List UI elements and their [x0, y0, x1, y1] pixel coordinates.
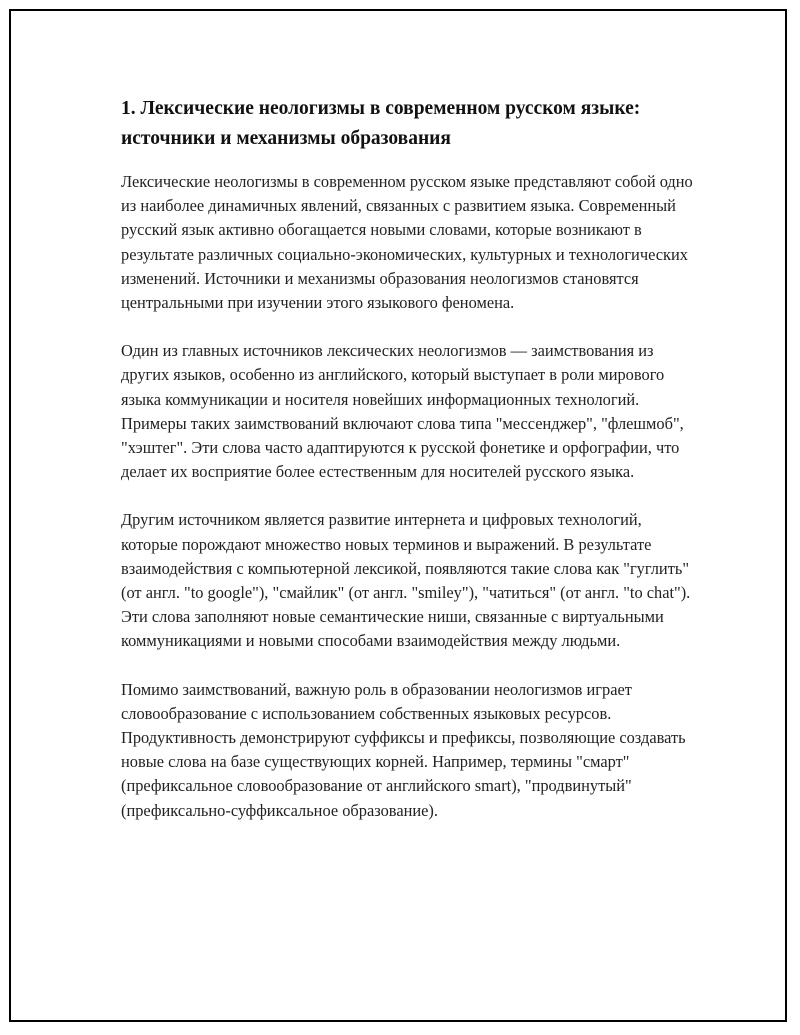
paragraph-1: Лексические неологизмы в современном русском языке представляют собой одно из наиболее динамичных явлений, связанных с развитием языка. Современный русский язык активно обогащается новыми словами, которые возникают в результате различных социально-экономических, культурных и технологических изменений. Источники и механизмы образования неологизмов становятся центральными при изучении этого языкового феномена. [121, 172, 693, 313]
paragraph-3: Другим источником является развитие интернета и цифровых технологий, которые порождают множество новых терминов и выражений. В результате взаимодействия с компьютерной лексикой, появляются такие слова как "гуглить" (от англ. "to google"), "смайлик" (от англ. "smiley"), "чатиться" (от англ. "to chat"). Эти слова заполняют новые семантические ниши, связанные с виртуальными коммуникациями и новыми способами взаимодействия между людьми. [121, 510, 691, 651]
paragraph-4: Помимо заимствований, важную роль в образовании неологизмов играет словообразование с использованием собственных языковых ресурсов. Продуктивность демонстрируют суффиксы и префиксы, позволяющие создавать новые слова на базе существующих корней. Например, термины "смарт" (префиксальное словообразование от английского smart), "продвинутый" (префиксально-суффиксальное образование). [121, 679, 686, 820]
section-heading: 1. Лексические неологизмы в современном русском языке: источники и механизмы образования [121, 98, 641, 149]
document-page [9, 9, 787, 1022]
document-body [121, 94, 701, 823]
paragraph-2: Один из главных источников лексических неологизмов — заимствования из других языков, особенно из английского, который выступает в роли мирового языка коммуникации и носителя новейших информационных технологий. Примеры таких заимствований включают слова типа "мессенджер", "флешмоб", "хэштег". Эти слова часто адаптируются к русской фонетике и орфографии, что делает их восприятие более естественным для носителей русского языка. [121, 341, 684, 482]
